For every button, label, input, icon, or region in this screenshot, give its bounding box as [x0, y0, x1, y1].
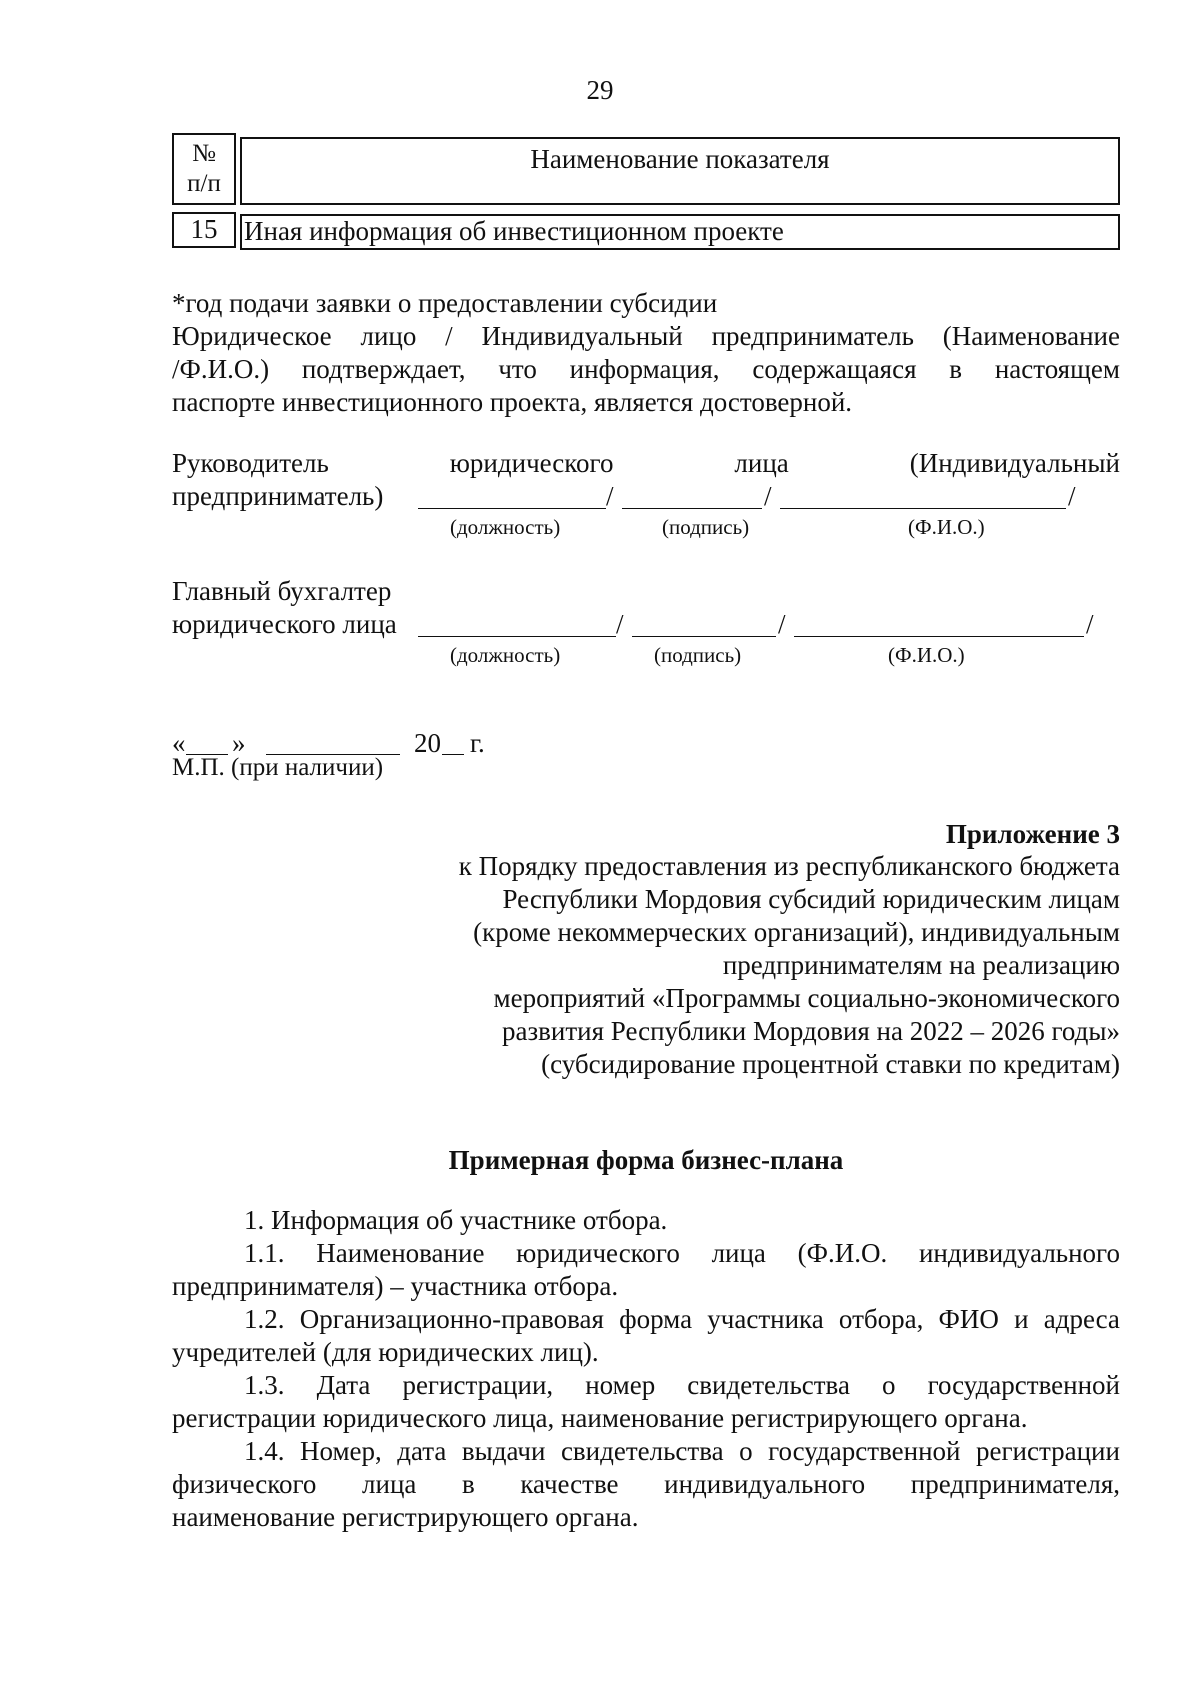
word: регистрации [975, 1436, 1120, 1466]
table-row-num: 15 [190, 214, 218, 244]
confirmation-line-3: паспорте инвестиционного проекта, является достоверной. [172, 387, 853, 417]
slash: / [1068, 481, 1076, 511]
word: /Ф.И.О.) [172, 354, 270, 384]
word: государственной [768, 1436, 961, 1466]
word: регистрации, [402, 1370, 554, 1400]
item-1-4-line-3: наименование регистрирующего органа. [172, 1502, 639, 1532]
date-open-quote: « [172, 728, 186, 758]
accountant-position-blank [418, 636, 616, 637]
word: юридического [516, 1238, 680, 1268]
head-signature-line-1 [172, 447, 1120, 479]
word: о [739, 1436, 753, 1466]
word: Организационно-правовая [299, 1304, 604, 1334]
word: физического [172, 1469, 317, 1499]
appendix-line: (субсидирование процентной ставки по кредитам) [541, 1049, 1120, 1079]
item-1-3-line-1 [244, 1369, 1120, 1401]
head-position-blank [418, 508, 606, 509]
word: свидетельства [687, 1370, 850, 1400]
accountant-caption-sign: (подпись) [654, 643, 742, 667]
word: индивидуального [918, 1238, 1120, 1268]
table-row-name: Иная информация об инвестиционном проекте [244, 216, 784, 246]
accountant-caption-position: (должность) [450, 643, 561, 667]
form-title: Примерная форма бизнес-плана [448, 1145, 844, 1175]
date-year-suffix: г. [470, 728, 485, 758]
word: настоящем [994, 354, 1120, 384]
head-name-blank [780, 508, 1066, 509]
word: номер [585, 1370, 656, 1400]
table-header-num: № п/п [187, 140, 221, 197]
appendix-title: Приложение 3 [945, 819, 1120, 849]
word: в [949, 354, 963, 384]
word: (Индивидуальный [909, 448, 1120, 478]
accountant-name-blank [794, 636, 1084, 637]
word: 1.1. [244, 1238, 285, 1268]
word: юридического [449, 448, 614, 478]
item-1-4-line-2 [172, 1468, 1120, 1500]
word: индивидуального [664, 1469, 866, 1499]
word: Индивидуальный [481, 321, 683, 351]
date-year: 20 [414, 728, 441, 758]
word: Наименование [316, 1238, 485, 1268]
item-1-2-line-1 [244, 1303, 1120, 1335]
word: свидетельства [560, 1436, 724, 1466]
head-sign-blank [622, 508, 762, 509]
word: в [461, 1469, 475, 1499]
word: о [882, 1370, 896, 1400]
appendix-line: предпринимателям на реализацию [722, 950, 1120, 980]
date-close-quote: » [232, 728, 246, 758]
word: лица [711, 1238, 766, 1268]
word: отбора, [838, 1304, 924, 1334]
word: Руководитель [172, 448, 329, 478]
slash: / [1086, 609, 1094, 639]
item-1: 1. Информация об участнике отбора. [244, 1205, 668, 1235]
word: 1.2. [244, 1304, 285, 1334]
word: 1.4. [244, 1436, 285, 1466]
accountant-label: юридического лица [172, 609, 397, 639]
item-1-3-line-2: регистрации юридического лица, наименование регистрирующего органа. [172, 1403, 1028, 1433]
table-header-num-cell [172, 133, 236, 205]
word: лица [362, 1469, 417, 1499]
appendix-line: развития Республики Мордовия на 2022 – 2026 годы» [502, 1016, 1120, 1046]
head-caption-position: (должность) [450, 515, 561, 539]
page-number: 29 [586, 75, 614, 105]
word: (Ф.И.О. [797, 1238, 888, 1268]
word: содержащаяся [752, 354, 917, 384]
word: 1.3. [244, 1370, 285, 1400]
word: участника [707, 1304, 824, 1334]
word: лицо [360, 321, 417, 351]
footnote: *год подачи заявки о предоставлении субсидии [172, 288, 718, 318]
head-caption-name: (Ф.И.О.) [908, 515, 985, 539]
table-header-name: Наименование показателя [530, 144, 830, 174]
table-header-name-cell [240, 137, 1120, 205]
word: предприниматель [711, 321, 914, 351]
appendix-line: (кроме некоммерческих организаций), индивидуальным [473, 917, 1120, 947]
accountant-title: Главный бухгалтер [172, 576, 392, 606]
item-1-1-line-2: предпринимателя) – участника отбора. [172, 1271, 619, 1301]
word: качестве [520, 1469, 619, 1499]
word: Юридическое [172, 321, 332, 351]
word: дата [397, 1436, 447, 1466]
word: Дата [316, 1370, 371, 1400]
confirmation-line-1 [172, 320, 1120, 352]
word: информация, [569, 354, 720, 384]
appendix-line: мероприятий «Программы социально-экономического [493, 983, 1120, 1013]
appendix-line: Республики Мордовия субсидий юридическим лицам [502, 884, 1120, 914]
accountant-sign-blank [632, 636, 776, 637]
head-caption-sign: (подпись) [662, 515, 750, 539]
appendix-line: к Порядку предоставления из республиканского бюджета [458, 851, 1120, 881]
word: лица [734, 448, 789, 478]
table-row-name-cell [240, 214, 1120, 250]
word: Номер, [299, 1436, 382, 1466]
slash: / [778, 609, 786, 639]
word: ФИО [938, 1304, 999, 1334]
item-1-4-line-1 [244, 1435, 1120, 1467]
head-signature-label: предприниматель) [172, 481, 384, 511]
word: / [445, 321, 453, 351]
word: форма [619, 1304, 693, 1334]
slash: / [606, 481, 614, 511]
word: выдачи [461, 1436, 546, 1466]
accountant-caption-name: (Ф.И.О.) [888, 643, 965, 667]
word: предпринимателя, [910, 1469, 1120, 1499]
item-1-1-line-1 [244, 1237, 1120, 1269]
item-1-2-line-2: учредителей (для юридических лиц). [172, 1337, 599, 1367]
stamp-note: М.П. (при наличии) [172, 754, 384, 781]
word: адреса [1043, 1304, 1120, 1334]
word: что [498, 354, 537, 384]
word: подтверждает, [301, 354, 466, 384]
slash: / [616, 609, 624, 639]
confirmation-line-2 [172, 353, 1120, 385]
word: государственной [927, 1370, 1120, 1400]
table-row-num-cell [172, 212, 236, 248]
date-year-blank [442, 754, 464, 755]
word: и [1014, 1304, 1029, 1334]
slash: / [764, 481, 772, 511]
word: (Наименование [942, 321, 1120, 351]
